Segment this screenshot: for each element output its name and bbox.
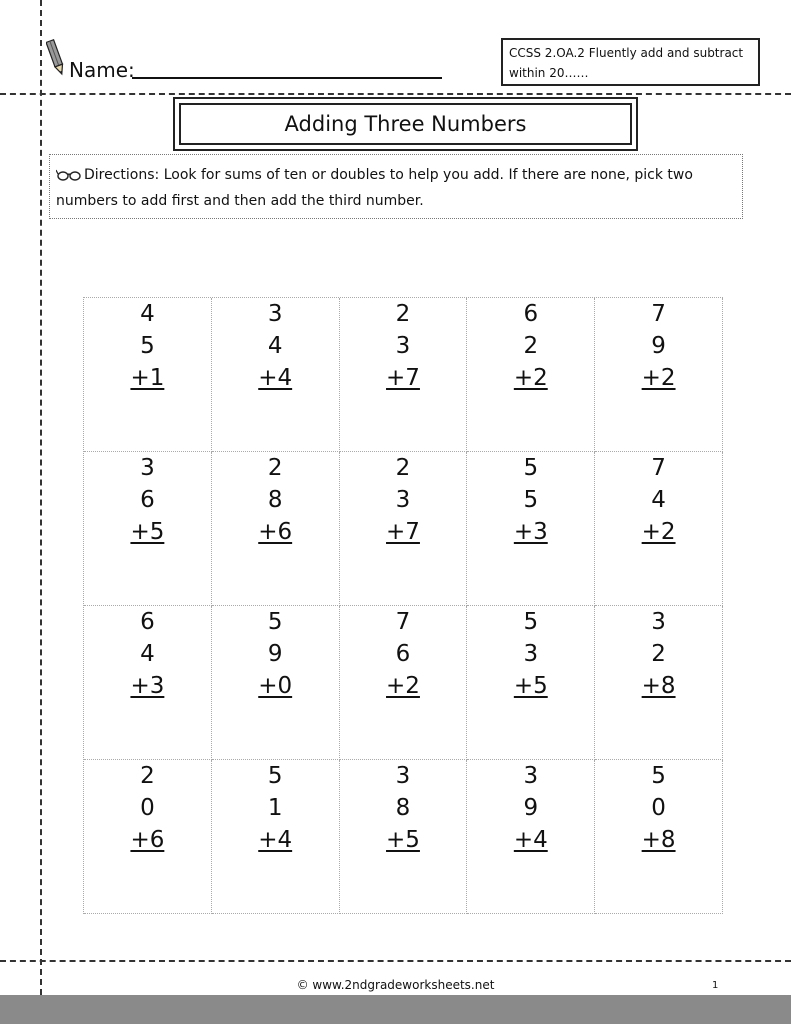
addend-with-plus: +7 (386, 365, 420, 391)
pencil-icon (46, 38, 66, 78)
directions-label: Directions: (84, 167, 160, 183)
directions-box (49, 154, 743, 219)
footer-site: © www.2ndgradeworksheets.net (296, 978, 495, 992)
addend-with-plus: +1 (130, 365, 165, 391)
problem-cell (467, 606, 595, 760)
problem-cell (212, 760, 340, 914)
addend: 1 (267, 795, 283, 821)
addend: 5 (523, 609, 539, 635)
problem-cell (340, 760, 468, 914)
addend: 3 (523, 641, 539, 667)
problem-cell (340, 606, 468, 760)
name-field-line[interactable] (132, 77, 442, 79)
page-number: 1 (712, 980, 719, 991)
top-cut-line (0, 93, 791, 95)
addend: 9 (651, 333, 666, 359)
addend: 2 (395, 455, 411, 481)
addend: 4 (651, 487, 666, 513)
problem-cell (84, 298, 212, 452)
problem-cell (467, 760, 595, 914)
addend-with-plus: +8 (641, 673, 676, 699)
addend: 6 (140, 487, 155, 513)
addend: 7 (395, 609, 411, 635)
addend-with-plus: +8 (641, 827, 676, 853)
problem-cell (212, 606, 340, 760)
problem-cell (84, 760, 212, 914)
addend-with-plus: +3 (130, 673, 165, 699)
addend: 3 (395, 333, 411, 359)
addend-with-plus: +5 (130, 519, 165, 545)
problem-cell (467, 452, 595, 606)
addend: 2 (523, 333, 539, 359)
standard-line-1: CCSS 2.OA.2 Fluently add and subtract (509, 46, 744, 60)
addend: 6 (140, 609, 155, 635)
addend-with-plus: +6 (130, 827, 165, 853)
problem-cell (340, 298, 468, 452)
addend: 6 (523, 301, 539, 327)
addend-with-plus: +3 (513, 519, 548, 545)
addend-with-plus: +2 (641, 365, 676, 391)
problem-cell (212, 452, 340, 606)
addend: 3 (651, 609, 666, 635)
addend: 5 (523, 487, 539, 513)
addend: 5 (267, 609, 283, 635)
name-label: Name: (69, 58, 135, 82)
addend: 0 (651, 795, 666, 821)
addend: 5 (651, 763, 666, 789)
glasses-icon (56, 168, 82, 182)
addend: 4 (140, 641, 155, 667)
addend: 7 (651, 301, 666, 327)
addend: 2 (267, 455, 283, 481)
addend-with-plus: +0 (258, 673, 293, 699)
problem-cell (467, 298, 595, 452)
addend-with-plus: +2 (641, 519, 676, 545)
problem-cell (595, 760, 723, 914)
addend: 5 (523, 455, 539, 481)
addend: 4 (140, 301, 155, 327)
problem-cell (595, 298, 723, 452)
addend-with-plus: +7 (386, 519, 420, 545)
standard-box (501, 38, 760, 86)
left-cut-line (40, 0, 42, 995)
addend: 3 (395, 487, 411, 513)
addend-with-plus: +2 (386, 673, 420, 699)
bottom-bar (0, 995, 791, 1024)
addend: 8 (267, 487, 283, 513)
addend: 7 (651, 455, 666, 481)
addend: 3 (523, 763, 539, 789)
addend: 8 (395, 795, 411, 821)
addend: 9 (267, 641, 283, 667)
addend: 4 (267, 333, 283, 359)
addend-with-plus: +4 (513, 827, 548, 853)
addend-with-plus: +4 (258, 827, 293, 853)
addend: 2 (395, 301, 411, 327)
problem-cell (84, 452, 212, 606)
page-title: Adding Three Numbers (179, 103, 632, 145)
addend: 3 (140, 455, 155, 481)
addend: 9 (523, 795, 539, 821)
standard-line-2: within 20…… (509, 66, 589, 80)
addend: 5 (267, 763, 283, 789)
addend: 0 (140, 795, 155, 821)
addend-with-plus: +5 (513, 673, 548, 699)
problem-grid (83, 297, 723, 914)
problem-cell (84, 606, 212, 760)
problem-cell (595, 606, 723, 760)
directions-line-1: Look for sums of ten or doubles to help you add. If there are none, pick two (163, 167, 693, 183)
problem-cell (212, 298, 340, 452)
bottom-cut-line (0, 960, 791, 962)
addend: 5 (140, 333, 155, 359)
problem-cell (595, 452, 723, 606)
addend: 6 (395, 641, 411, 667)
addend-with-plus: +4 (258, 365, 293, 391)
addend-with-plus: +5 (386, 827, 420, 853)
addend-with-plus: +2 (513, 365, 548, 391)
addend: 3 (395, 763, 411, 789)
addend: 2 (651, 641, 666, 667)
title-frame (173, 97, 638, 151)
directions-line-2: numbers to add first and then add the third number. (56, 193, 424, 209)
problem-cell (340, 452, 468, 606)
addend-with-plus: +6 (258, 519, 293, 545)
addend: 3 (267, 301, 283, 327)
addend: 2 (140, 763, 155, 789)
